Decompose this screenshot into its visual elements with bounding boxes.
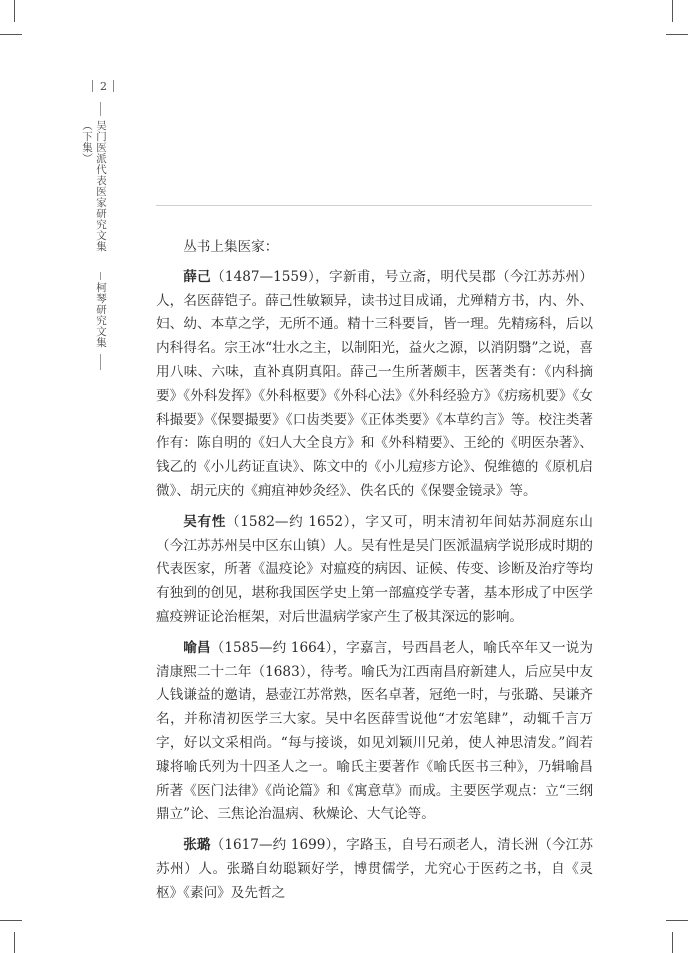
physician-name: 喻昌 [183,639,211,656]
paragraph [156,637,593,827]
crop-mark [666,920,688,921]
crop-mark [0,34,22,35]
crop-mark [672,0,673,22]
header-rule [156,205,592,206]
paragraph [156,834,593,905]
paragraph-text: （1582—约 1652），字又可，明末清初年间姑苏洞庭东山（今江苏苏州吴中区东山镇）人。吴有性是吴门医派温病学说形成时期的代表医家，所著《温疫论》对瘟疫的病因、证候、传变、诊断及治疗等均有独到的创见，堪称我国医学史上第一部瘟疫学专著，基本形成了中医学瘟疫辨证论治框架，对后世温病学家产生了极其深远的影响。 [156,513,594,625]
page-number-bar [113,80,114,92]
crop-mark [666,34,688,35]
physician-name: 吴有性 [183,513,226,530]
body-text [156,236,593,913]
paragraph [156,511,593,630]
page-number-bar [92,80,93,92]
running-head-divider [100,272,101,280]
crop-mark [0,920,22,921]
paragraph-text: 丛书上集医家： [183,239,279,255]
paragraph-text: （1617—约 1699），字路玉，自号石顽老人，清长洲（今江苏苏州）人。张璐自幼聪颖好学，博贯儒学，尤究心于医药之书，自《灵枢》《素问》及先哲之 [156,837,593,901]
running-head-divider [100,102,101,116]
paragraph-text: （1487—1559），字新甫，号立斋，明代吴郡（今江苏苏州）人，名医薛铠子。薛己性敏颖异，读书过目成诵，尤殚精方书，内、外、妇、幼、本草之学，无所不通。精十三科要旨，皆一理。先精疡科，后以内科得名。宗王冰“壮水之主，以制阳光，益火之源，以消阴翳”之说，喜用八味、六味，直补真阴真阳。薛己一生所著颇丰，医著类有：《内科摘要》《外科发挥》《外科枢要》《外科心法》《外科经验方》《疠疡机要》《女科撮要》《保婴撮要》《口齿类要》《正体类要》《本草约言》等。校注类著作有：陈自明的《妇人大全良方》和《外科精要》、王纶的《明医杂著》、钱乙的《小儿药证直诀》、陈文中的《小儿痘疹方论》、倪维德的《原机启微》、胡元庆的《痈疽神妙灸经》、佚名氏的《保婴金镜录》等。 [156,268,594,499]
crop-mark [14,0,15,22]
running-head-divider [100,354,101,370]
running-head-series: 吴门医派代表医家研究文集（下集） [81,120,107,252]
physician-name: 张璐 [183,837,211,854]
running-head-volume: 柯琴研究文集 [95,282,107,348]
crop-mark [672,932,673,953]
paragraph-text: （1585—约 1664），字嘉言，号西昌老人，喻氏卒年又一说为清康熙二十二年（1683），待考。喻氏为江西南昌府新建人，后应吴中友人钱谦益的邀请，悬壶江苏常熟，医名卓著，冠绝一时，与张璐、吴谦齐名，并称清初医学三大家。吴中名医薛雪说他“才宏笔肆”，动辄千言万字，好以文采相尚。“每与接谈，如见刘颖川兄弟，使人神思清发。”阎若璩将喻氏列为十四圣人之一。喻氏主要著作《喻氏医书三种》，乃辑喻昌所著《医门法律》《尚论篇》和《寓意草》而成。主要医学观点：立“三纲鼎立”论、三焦论治温病、秋燥论、大气论等。 [156,639,593,823]
physician-name: 薛己 [183,268,212,285]
paragraph [156,236,593,260]
page-number: 2 [100,80,107,93]
paragraph [156,266,593,504]
crop-mark [14,932,15,953]
